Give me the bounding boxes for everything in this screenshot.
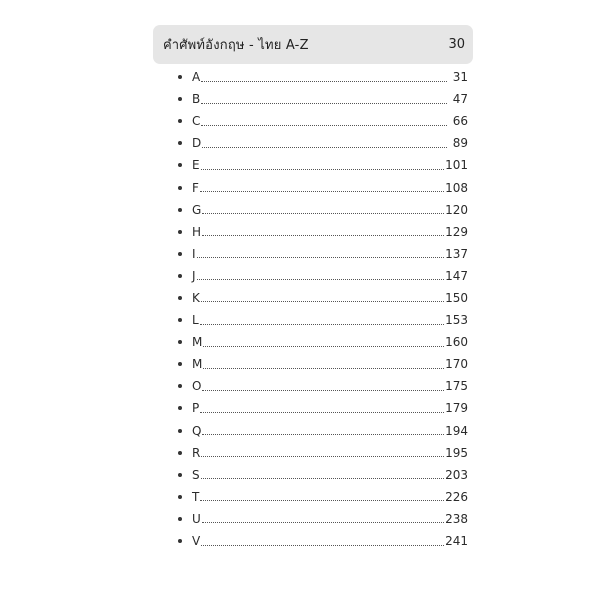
bullet-icon xyxy=(178,119,182,123)
toc-entry-letter: H xyxy=(192,224,202,239)
bullet-icon xyxy=(178,539,182,543)
toc-entry-letter: G xyxy=(192,202,202,217)
toc-entry-e[interactable] xyxy=(178,154,473,176)
dot-leader xyxy=(203,346,444,347)
bullet-icon xyxy=(178,340,182,344)
toc-list xyxy=(178,66,473,552)
toc-entry-letter: F xyxy=(192,180,199,195)
toc-entry-t[interactable] xyxy=(178,486,473,508)
dot-leader xyxy=(200,191,444,192)
toc-entry-page: 179 xyxy=(445,401,468,416)
bullet-icon xyxy=(178,517,182,521)
dot-leader xyxy=(201,456,444,457)
toc-entry-l[interactable] xyxy=(178,309,473,331)
toc-entry-letter: U xyxy=(192,511,201,526)
dot-leader xyxy=(200,500,444,501)
toc-entry-m[interactable] xyxy=(178,353,473,375)
dot-leader xyxy=(202,434,444,435)
toc-entry-r[interactable] xyxy=(178,442,473,464)
toc-entry-letter: D xyxy=(192,136,202,151)
toc-entry-u[interactable] xyxy=(178,508,473,530)
toc-entry-page: 147 xyxy=(445,268,468,283)
toc-entry-page: 153 xyxy=(445,313,468,328)
toc-entry-letter: V xyxy=(192,534,201,549)
toc-entry-a[interactable] xyxy=(178,66,473,88)
bullet-icon xyxy=(178,141,182,145)
dot-leader xyxy=(202,235,444,236)
toc-entry-j[interactable] xyxy=(178,265,473,287)
toc-entry-page: 175 xyxy=(445,379,468,394)
section-page-number: 30 xyxy=(448,37,465,52)
bullet-icon xyxy=(178,473,182,477)
toc-entry-page: 195 xyxy=(445,445,468,460)
bullet-icon xyxy=(178,186,182,190)
toc-entry-letter: B xyxy=(192,92,201,107)
toc-entry-letter: R xyxy=(192,445,201,460)
dot-leader xyxy=(201,301,444,302)
toc-entry-page: 89 xyxy=(452,136,468,151)
dot-leader xyxy=(200,412,444,413)
bullet-icon xyxy=(178,384,182,388)
toc-entry-letter: K xyxy=(192,290,200,305)
bullet-icon xyxy=(178,230,182,234)
toc-entry-b[interactable] xyxy=(178,88,473,110)
toc-entry-page: 47 xyxy=(452,92,468,107)
toc-entry-letter: T xyxy=(192,489,200,504)
toc-entry-page: 226 xyxy=(445,489,468,504)
dot-leader xyxy=(202,213,444,214)
section-title: คำศัพท์อังกฤษ - ไทย A-Z xyxy=(163,38,309,53)
dot-leader xyxy=(197,257,445,258)
dot-leader xyxy=(200,324,444,325)
dot-leader xyxy=(201,81,447,82)
toc-entry-page: 101 xyxy=(445,158,468,173)
toc-entry-letter: S xyxy=(192,467,200,482)
toc-entry-page: 194 xyxy=(445,423,468,438)
bullet-icon xyxy=(178,451,182,455)
toc-entry-letter: Q xyxy=(192,423,202,438)
dot-leader xyxy=(197,279,445,280)
dot-leader xyxy=(201,103,447,104)
bullet-icon xyxy=(178,495,182,499)
bullet-icon xyxy=(178,362,182,366)
toc-entry-page: 108 xyxy=(445,180,468,195)
toc-entry-f[interactable] xyxy=(178,176,473,198)
toc-entry-g[interactable] xyxy=(178,199,473,221)
toc-entry-k[interactable] xyxy=(178,287,473,309)
section-header xyxy=(153,25,473,64)
bullet-icon xyxy=(178,406,182,410)
bullet-icon xyxy=(178,296,182,300)
bullet-icon xyxy=(178,274,182,278)
toc-entry-page: 31 xyxy=(452,70,468,85)
toc-entry-m[interactable] xyxy=(178,331,473,353)
bullet-icon xyxy=(178,208,182,212)
bullet-icon xyxy=(178,97,182,101)
bullet-icon xyxy=(178,163,182,167)
toc-entry-o[interactable] xyxy=(178,375,473,397)
dot-leader xyxy=(201,169,445,170)
toc-entry-page: 241 xyxy=(445,534,468,549)
toc-entry-c[interactable] xyxy=(178,110,473,132)
toc-entry-page: 160 xyxy=(445,335,468,350)
toc-entry-letter: O xyxy=(192,379,202,394)
toc-entry-letter: A xyxy=(192,70,201,85)
toc-entry-i[interactable] xyxy=(178,243,473,265)
dot-leader xyxy=(201,478,444,479)
dot-leader xyxy=(202,522,444,523)
dot-leader xyxy=(201,545,444,546)
toc-entry-page: 203 xyxy=(445,467,468,482)
toc-entry-v[interactable] xyxy=(178,530,473,552)
toc-entry-s[interactable] xyxy=(178,464,473,486)
toc-entry-letter: J xyxy=(192,268,196,283)
toc-entry-letter: C xyxy=(192,114,201,129)
dot-leader xyxy=(203,368,444,369)
toc-entry-page: 66 xyxy=(452,114,468,129)
toc-entry-page: 238 xyxy=(445,511,468,526)
dot-leader xyxy=(202,147,447,148)
bullet-icon xyxy=(178,429,182,433)
toc-entry-letter: M xyxy=(192,357,203,372)
toc-entry-letter: I xyxy=(192,246,196,261)
toc-entry-d[interactable] xyxy=(178,132,473,154)
toc-entry-letter: E xyxy=(192,158,200,173)
toc-entry-letter: L xyxy=(192,313,199,328)
toc-entry-letter: M xyxy=(192,335,203,350)
toc-entry-page: 120 xyxy=(445,202,468,217)
toc-entry-p[interactable] xyxy=(178,397,473,419)
toc-entry-page: 150 xyxy=(445,290,468,305)
toc-entry-letter: P xyxy=(192,401,200,416)
toc-entry-h[interactable] xyxy=(178,221,473,243)
toc-entry-page: 129 xyxy=(445,224,468,239)
dot-leader xyxy=(201,125,447,126)
bullet-icon xyxy=(178,252,182,256)
toc-entry-q[interactable] xyxy=(178,420,473,442)
bullet-icon xyxy=(178,75,182,79)
toc-entry-page: 170 xyxy=(445,357,468,372)
bullet-icon xyxy=(178,318,182,322)
toc-entry-page: 137 xyxy=(445,246,468,261)
dot-leader xyxy=(202,390,444,391)
